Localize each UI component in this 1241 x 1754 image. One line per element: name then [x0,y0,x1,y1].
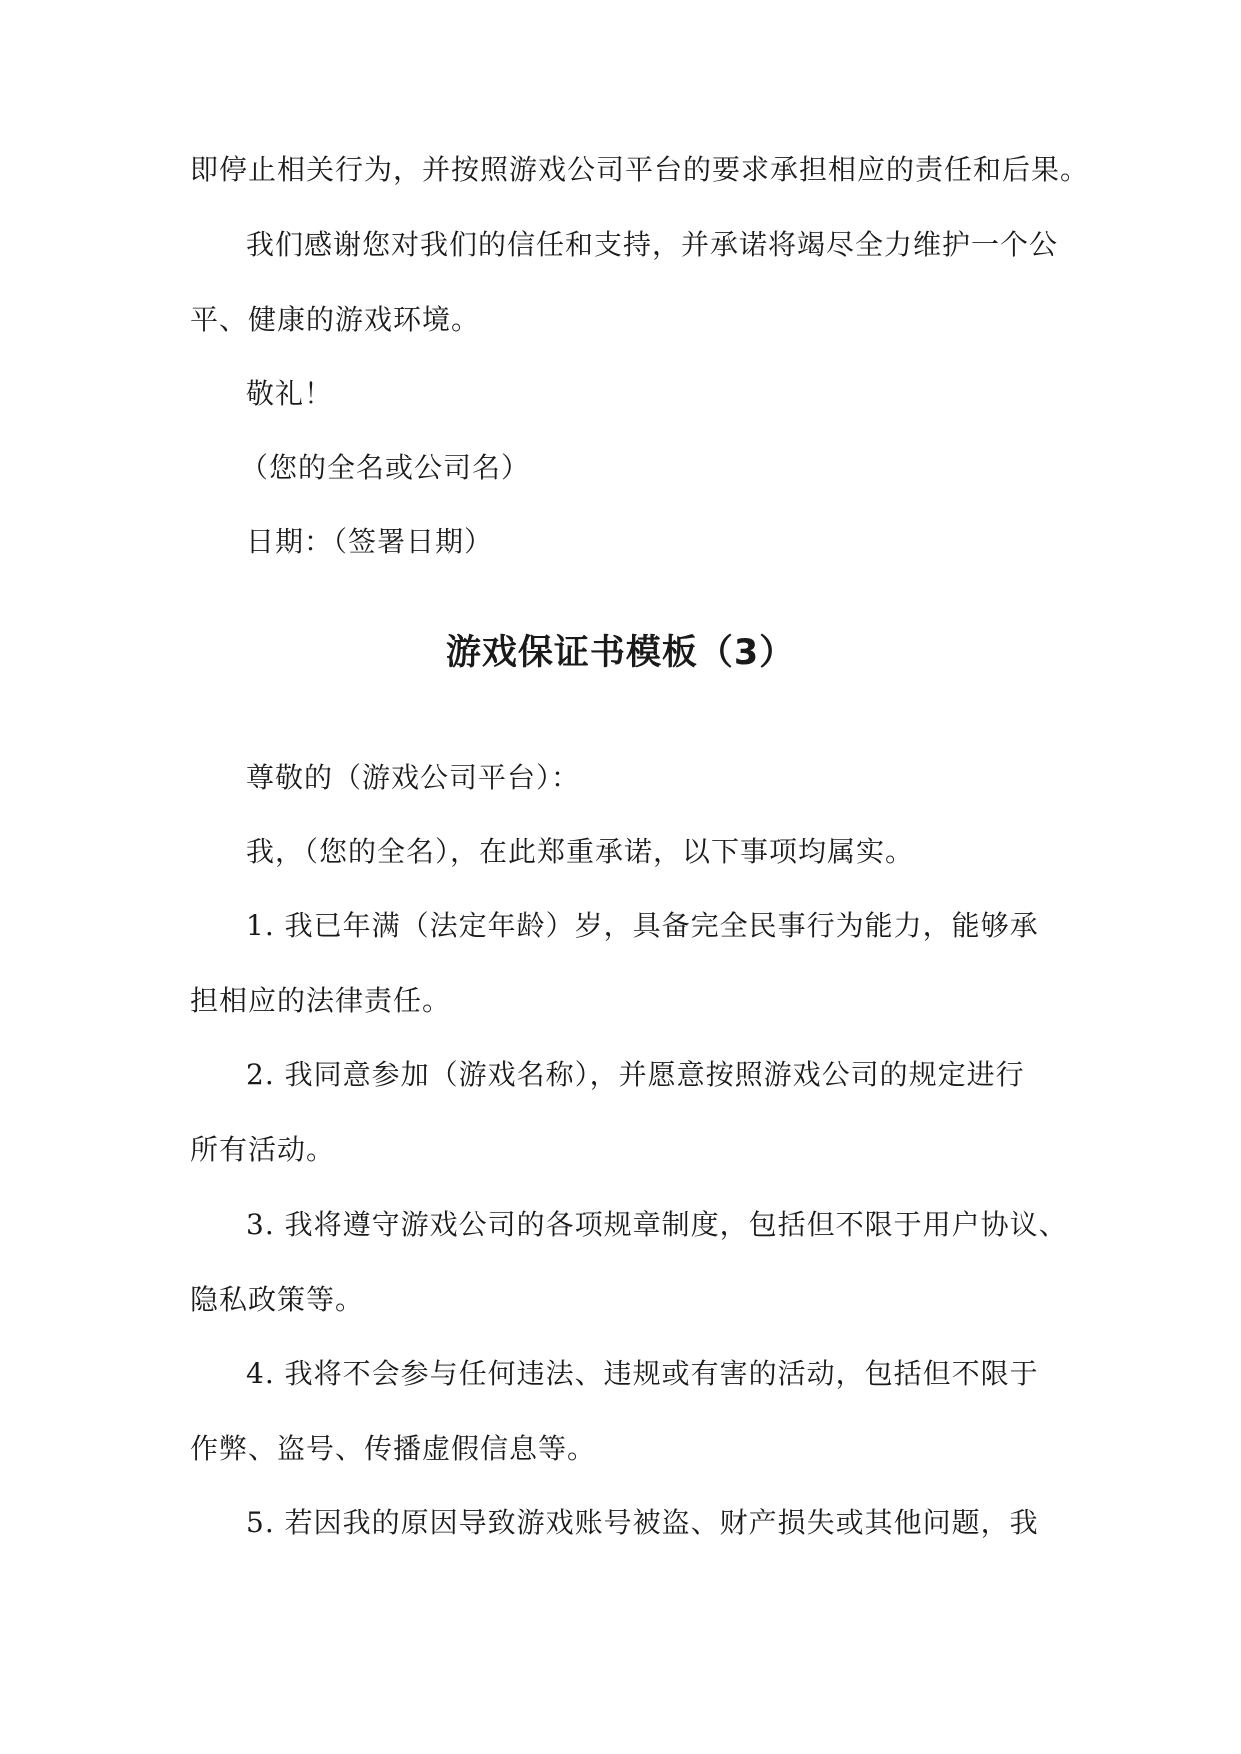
list-item-continuation: 担相应的法律责任。 [190,984,452,1017]
list-item-continuation: 作弊、盗号、传播虚假信息等。 [190,1432,597,1465]
paragraph-line: 我们感谢您对我们的信任和支持，并承诺将竭尽全力维护一个公 [246,228,1059,261]
salutation: 尊敬的（游戏公司平台）： [246,761,581,794]
date-line: 日期：（签署日期） [246,525,494,558]
closing-salutation: 敬礼！ [246,377,334,410]
list-item-continuation: 所有活动。 [190,1133,336,1166]
signature-name-placeholder: （您的全名或公司名） [240,451,531,484]
list-item: 5. 若因我的原因导致游戏账号被盗、财产损失或其他问题，我 [246,1506,1039,1539]
list-item-continuation: 隐私政策等。 [190,1283,365,1316]
list-item: 1. 我已年满（法定年龄）岁，具备完全民事行为能力，能够承 [246,909,1039,942]
list-item: 2. 我同意参加（游戏名称），并愿意按照游戏公司的规定进行 [246,1058,1025,1091]
list-item: 3. 我将遵守游戏公司的各项规章制度，包括但不限于用户协议、 [246,1208,1068,1241]
paragraph-line: 即停止相关行为，并按照游戏公司平台的要求承担相应的责任和后果。 [190,153,1090,186]
paragraph-line: 平、健康的游戏环境。 [190,303,481,336]
section-title: 游戏保证书模板（3） [445,633,796,673]
intro-statement: 我，（您的全名），在此郑重承诺，以下事项均属实。 [246,835,915,868]
list-item: 4. 我将不会参与任何违法、违规或有害的活动，包括但不限于 [246,1357,1039,1390]
